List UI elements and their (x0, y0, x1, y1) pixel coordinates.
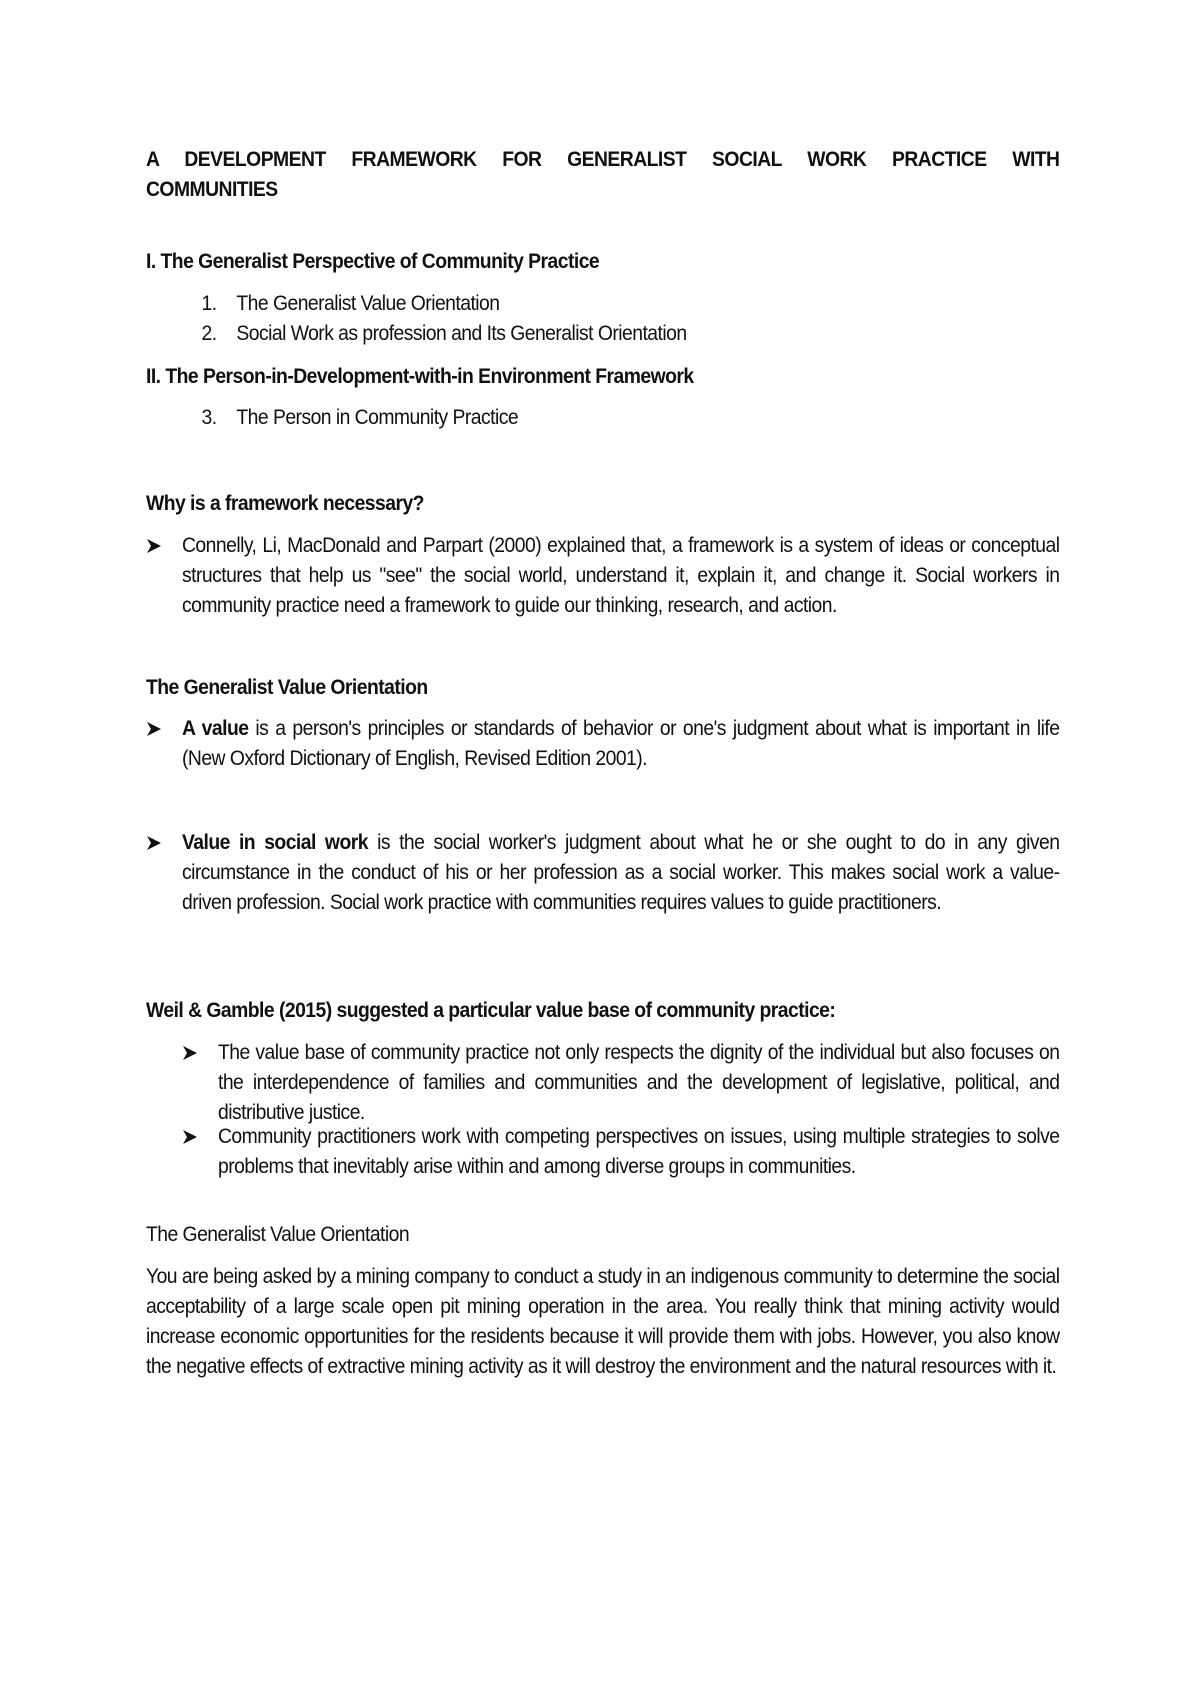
value-bullet-text (182, 713, 1060, 773)
value-social-work-definition: is the social worker's judgment about what he or she ought to do in any given circumstance in the conduct of his or her profession as a social worker. This makes social work a value-driven profession. Social work practice with communities requires values to guide practitioners. (182, 830, 1060, 914)
document-title-line1: A DEVELOPMENT FRAMEWORK FOR GENERALIST SOCIAL WORK PRACTICE WITH (146, 147, 1060, 171)
list-item-text: Social Work as profession and Its Generalist Orientation (236, 321, 687, 345)
why-heading: Why is a framework necessary? (146, 491, 424, 515)
document-title-line2: COMMUNITIES (146, 177, 278, 201)
list-item (186, 318, 1100, 348)
value-definition: is a person's principles or standards of behavior or one's judgment about what is important in life (New Oxford Dictionary of English, Revised Edition 2001). (182, 716, 1060, 770)
value-social-work-bullet (146, 827, 1060, 917)
list-item-text: The Person in Community Practice (236, 405, 519, 429)
document-title (146, 144, 1060, 204)
arrow-bullet-icon (182, 1037, 200, 1067)
arrow-bullet-icon (146, 713, 164, 743)
list-item-text: The Generalist Value Orientation (236, 291, 500, 315)
value-bullet (146, 713, 1060, 773)
list-item-number: 1. (201, 291, 217, 315)
list-item (186, 288, 1100, 318)
document-page (146, 0, 1060, 1696)
weil-gamble-heading: Weil & Gamble (2015) suggested a particular value base of community practice: (146, 998, 836, 1022)
why-bullet (146, 530, 1060, 620)
value-term: A value (182, 716, 249, 740)
why-bullet-text: Connelly, Li, MacDonald and Parpart (2000) explained that, a framework is a system of ideas or conceptual structures that help us "see" the social world, understand it, explain it, and change it. Social workers in community practice need a framework to guide our thinking, research, and action. (182, 533, 1060, 617)
list-item-number: 2. (201, 321, 217, 345)
arrow-bullet-icon (146, 530, 164, 560)
arrow-bullet-icon (146, 827, 164, 857)
section1-heading: I. The Generalist Perspective of Community Practice (146, 249, 600, 273)
weil-bullet (182, 1121, 1060, 1181)
weil-bullet-text: The value base of community practice not only respects the dignity of the individual but also focuses on the interdependence of families and communities and the development of legislative, political, and distributive justice. (218, 1040, 1060, 1124)
case-paragraph: You are being asked by a mining company to conduct a study in an indigenous community to determine the social acceptability of a large scale open pit mining operation in the area. You really think that mining activity would increase economic opportunities for the residents because it will provide them with jobs. However, you also know the negative effects of extractive mining activity as it will destroy the environment and the natural resources with it. (146, 1264, 1060, 1378)
section2-heading: II. The Person-in-Development-with-in Environment Framework (146, 364, 694, 388)
value-social-work-text (182, 827, 1060, 917)
list-item (186, 402, 1100, 432)
value-orientation-heading: The Generalist Value Orientation (146, 675, 428, 699)
weil-bullet-text: Community practitioners work with competing perspectives on issues, using multiple strategies to solve problems that inevitably arise within and among diverse groups in communities. (218, 1124, 1060, 1178)
case-heading: The Generalist Value Orientation (146, 1222, 410, 1246)
arrow-bullet-icon (182, 1121, 200, 1151)
list-item-number: 3. (201, 405, 217, 429)
weil-bullet (182, 1037, 1060, 1127)
value-social-work-term: Value in social work (182, 830, 368, 854)
